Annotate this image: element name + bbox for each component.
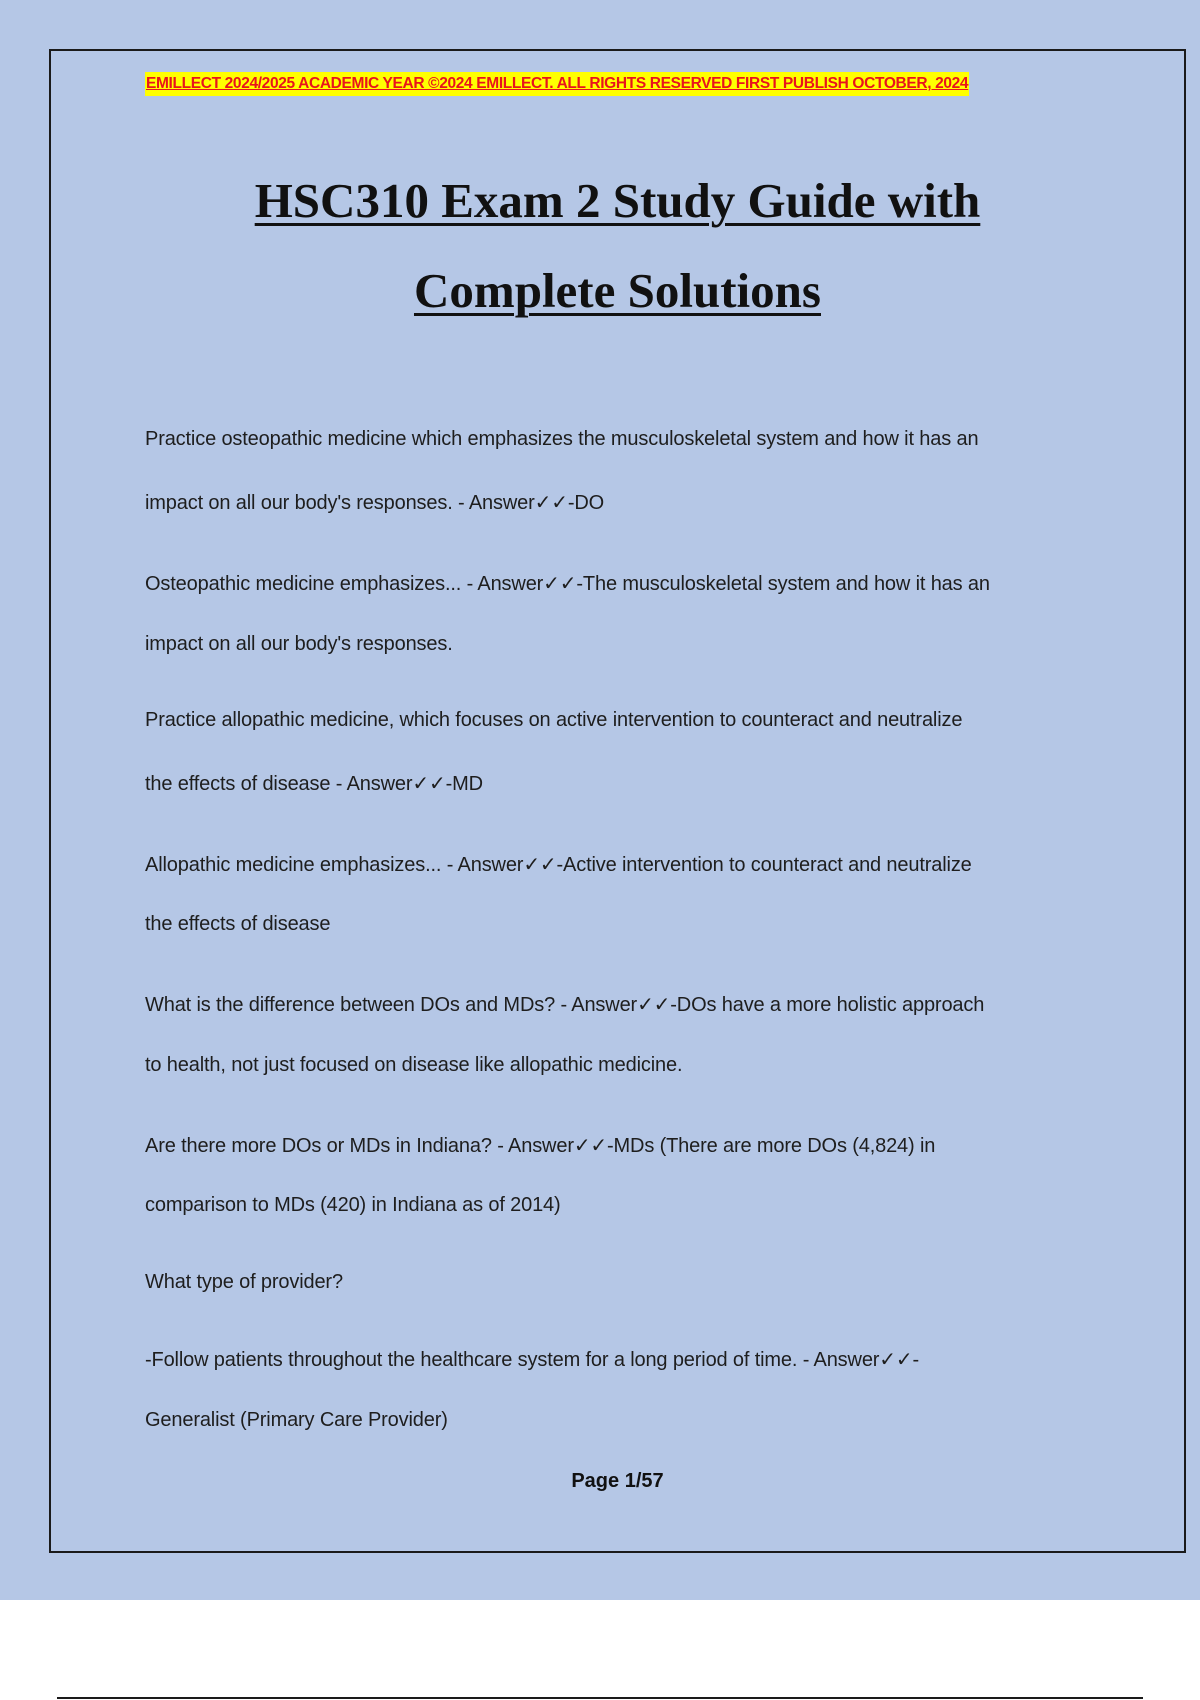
qa-text-line: impact on all our body's responses. - Answer✓✓-DO xyxy=(145,492,605,514)
qa-text-line: What type of provider? xyxy=(145,1271,343,1293)
document-title-line-1: HSC310 Exam 2 Study Guide with xyxy=(254,173,981,228)
qa-text-line: Practice osteopathic medicine which emphasizes the musculoskeletal system and how it has an xyxy=(145,428,979,450)
copyright-banner: EMILLECT 2024/2025 ACADEMIC YEAR ©2024 EMILLECT. ALL RIGHTS RESERVED FIRST PUBLISH OCTOBER, 2024 xyxy=(145,72,969,96)
qa-text-line: Allopathic medicine emphasizes... - Answer✓✓-Active intervention to counteract and neutralize xyxy=(145,854,972,876)
qa-text-line: comparison to MDs (420) in Indiana as of 2014) xyxy=(145,1194,561,1216)
qa-text-line: the effects of disease - Answer✓✓-MD xyxy=(145,773,483,795)
qa-text-line: Are there more DOs or MDs in Indiana? - Answer✓✓-MDs (There are more DOs (4,824) in xyxy=(145,1135,936,1157)
qa-text-line: -Follow patients throughout the healthcare system for a long period of time. - Answer✓✓- xyxy=(145,1349,920,1371)
qa-text-line: impact on all our body's responses. xyxy=(145,633,453,655)
next-page-top-rule xyxy=(57,1697,1143,1699)
qa-text-line: What is the difference between DOs and MDs? - Answer✓✓-DOs have a more holistic approach xyxy=(145,994,985,1016)
qa-text-line: the effects of disease xyxy=(145,913,331,935)
qa-text-line: to health, not just focused on disease like allopathic medicine. xyxy=(145,1054,683,1076)
qa-text-line: Practice allopathic medicine, which focuses on active intervention to counteract and neutralize xyxy=(145,709,963,731)
page-number: Page 1/57 xyxy=(571,1470,664,1492)
document-title-line-2: Complete Solutions xyxy=(413,263,821,318)
qa-text-line: Osteopathic medicine emphasizes... - Answer✓✓-The musculoskeletal system and how it has an xyxy=(145,573,990,595)
qa-text-line: Generalist (Primary Care Provider) xyxy=(145,1409,448,1431)
